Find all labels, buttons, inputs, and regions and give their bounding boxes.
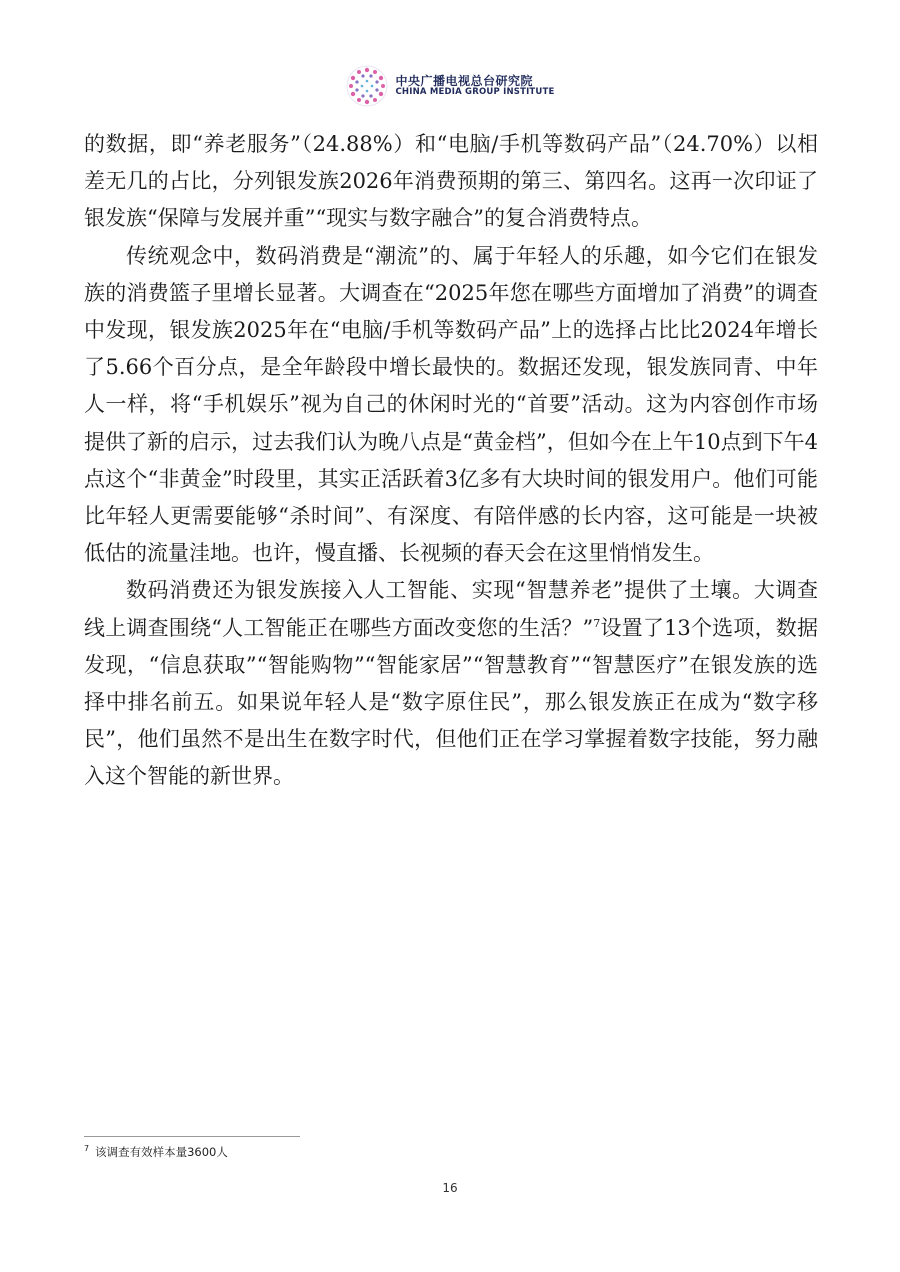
- footnote: [84, 1144, 228, 1160]
- footnote-divider: [84, 1136, 300, 1137]
- paragraph-2: 传统观念中，数码消费是“潮流”的、属于年轻人的乐趣，如今它们在银发族的消费篮子里增长显著。大调查在“2025年您在哪些方面增加了消费”的调查中发现，银发族2025年在“电脑/手机等数码产品”上的选择占比比2024年增长了5.66个百分点，是全年龄段中增长最快的。数据还发现，银发族同青、中年人一样，将“手机娱乐”视为自己的休闲时光的“首要”活动。这为内容创作市场提供了新的启示，过去我们认为晚八点是“黄金档”，但如今在上午10点到下午4点这个“非黄金”时段里，其实正活跃着3亿多有大块时间的银发用户。他们可能比年轻人更需要能够“杀时间”、有深度、有陪伴感的长内容，这可能是一块被低估的流量洼地。也许，慢直播、长视频的春天会在这里悄悄发生。: [84, 243, 818, 566]
- institute-logo: [345, 64, 554, 108]
- logo-chinese-name: 中央广播电视总台研究院: [395, 73, 533, 88]
- page-header: [0, 64, 900, 108]
- paragraph-1: 的数据，即“养老服务”（24.88%）和“电脑/手机等数码产品”（24.70%）以相差无几的占比，分列银发族2026年消费预期的第三、第四名。这再一次印证了银发族“保障与发展并重”“现实与数字融合”的复合消费特点。: [84, 132, 818, 231]
- footnote-text: 该调查有效样本量3600人: [95, 1145, 228, 1159]
- paragraph-3-text-a: 数码消费还为银发族接入人工智能、实现“智慧养老”提供了土壤。大调查线上调查围绕“人工智能正在哪些方面改变您的生活？”: [84, 578, 818, 640]
- paragraph-3-text-b: 设置了13个选项，数据发现，“信息获取”“智能购物”“智能家居”“智慧教育”“智慧医疗”在银发族的选择中排名前五。如果说年轻人是“数字原住民”，那么银发族正在成为“数字移民”，他们虽然不是出生在数字时代，但他们正在学习掌握着数字技能，努力融入这个智能的新世界。: [84, 615, 818, 789]
- cmg-institute-logo-icon: [345, 64, 389, 108]
- page-number: 16: [442, 1181, 458, 1195]
- main-text: [84, 126, 818, 796]
- paragraph-3: [84, 572, 818, 795]
- logo-english-name: CHINA MEDIA GROUP INSTITUTE: [395, 86, 555, 97]
- footnote-reference: 7: [593, 616, 601, 630]
- footnote-number: 7: [84, 1144, 90, 1154]
